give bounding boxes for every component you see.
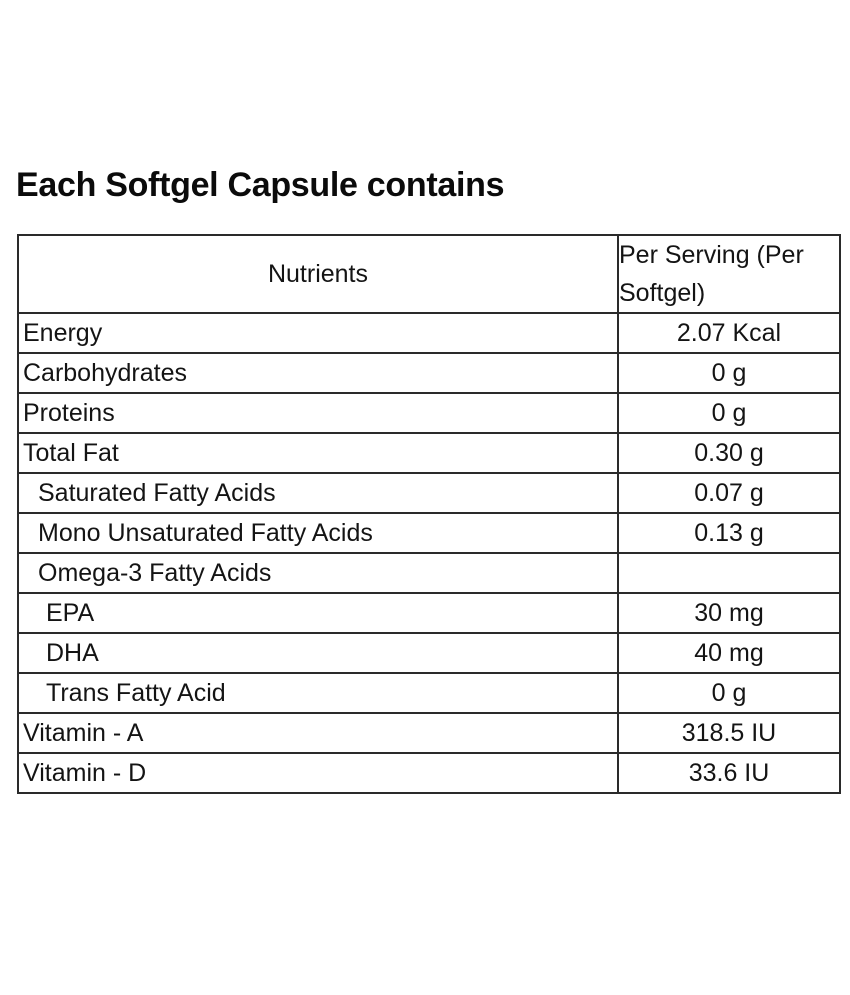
table-row	[18, 633, 840, 673]
nutrient-value: 33.6 IU	[618, 753, 840, 793]
page-title: Each Softgel Capsule contains	[16, 166, 505, 204]
nutrient-name: Omega-3 Fatty Acids	[18, 553, 618, 593]
nutrient-name: Mono Unsaturated Fatty Acids	[18, 513, 618, 553]
nutrient-name: Vitamin - A	[18, 713, 618, 753]
nutrition-table	[17, 234, 841, 794]
table-row	[18, 553, 840, 593]
table-row	[18, 473, 840, 513]
header-nutrients: Nutrients	[18, 235, 618, 313]
table-row	[18, 393, 840, 433]
nutrient-name: Carbohydrates	[18, 353, 618, 393]
table-row	[18, 753, 840, 793]
nutrient-value: 40 mg	[618, 633, 840, 673]
nutrient-name: Vitamin - D	[18, 753, 618, 793]
table-row	[18, 513, 840, 553]
nutrient-value	[618, 553, 840, 593]
nutrient-value: 0 g	[618, 353, 840, 393]
nutrient-value: 0 g	[618, 393, 840, 433]
nutrient-name: DHA	[18, 633, 618, 673]
table-row	[18, 313, 840, 353]
nutrient-name: Energy	[18, 313, 618, 353]
table-row	[18, 673, 840, 713]
table-row	[18, 713, 840, 753]
table-header-row	[18, 235, 840, 313]
nutrient-name: Proteins	[18, 393, 618, 433]
nutrient-value: 0.30 g	[618, 433, 840, 473]
table-row	[18, 353, 840, 393]
header-per-serving: Per Serving (Per Softgel)	[618, 235, 840, 313]
table-row	[18, 433, 840, 473]
table-row	[18, 593, 840, 633]
nutrient-name: EPA	[18, 593, 618, 633]
nutrient-value: 318.5 IU	[618, 713, 840, 753]
nutrient-value: 2.07 Kcal	[618, 313, 840, 353]
nutrient-name: Trans Fatty Acid	[18, 673, 618, 713]
nutrient-name: Saturated Fatty Acids	[18, 473, 618, 513]
nutrient-value: 30 mg	[618, 593, 840, 633]
nutrition-rows	[18, 313, 840, 793]
nutrient-name: Total Fat	[18, 433, 618, 473]
nutrient-value: 0.07 g	[618, 473, 840, 513]
nutrient-value: 0 g	[618, 673, 840, 713]
nutrient-value: 0.13 g	[618, 513, 840, 553]
